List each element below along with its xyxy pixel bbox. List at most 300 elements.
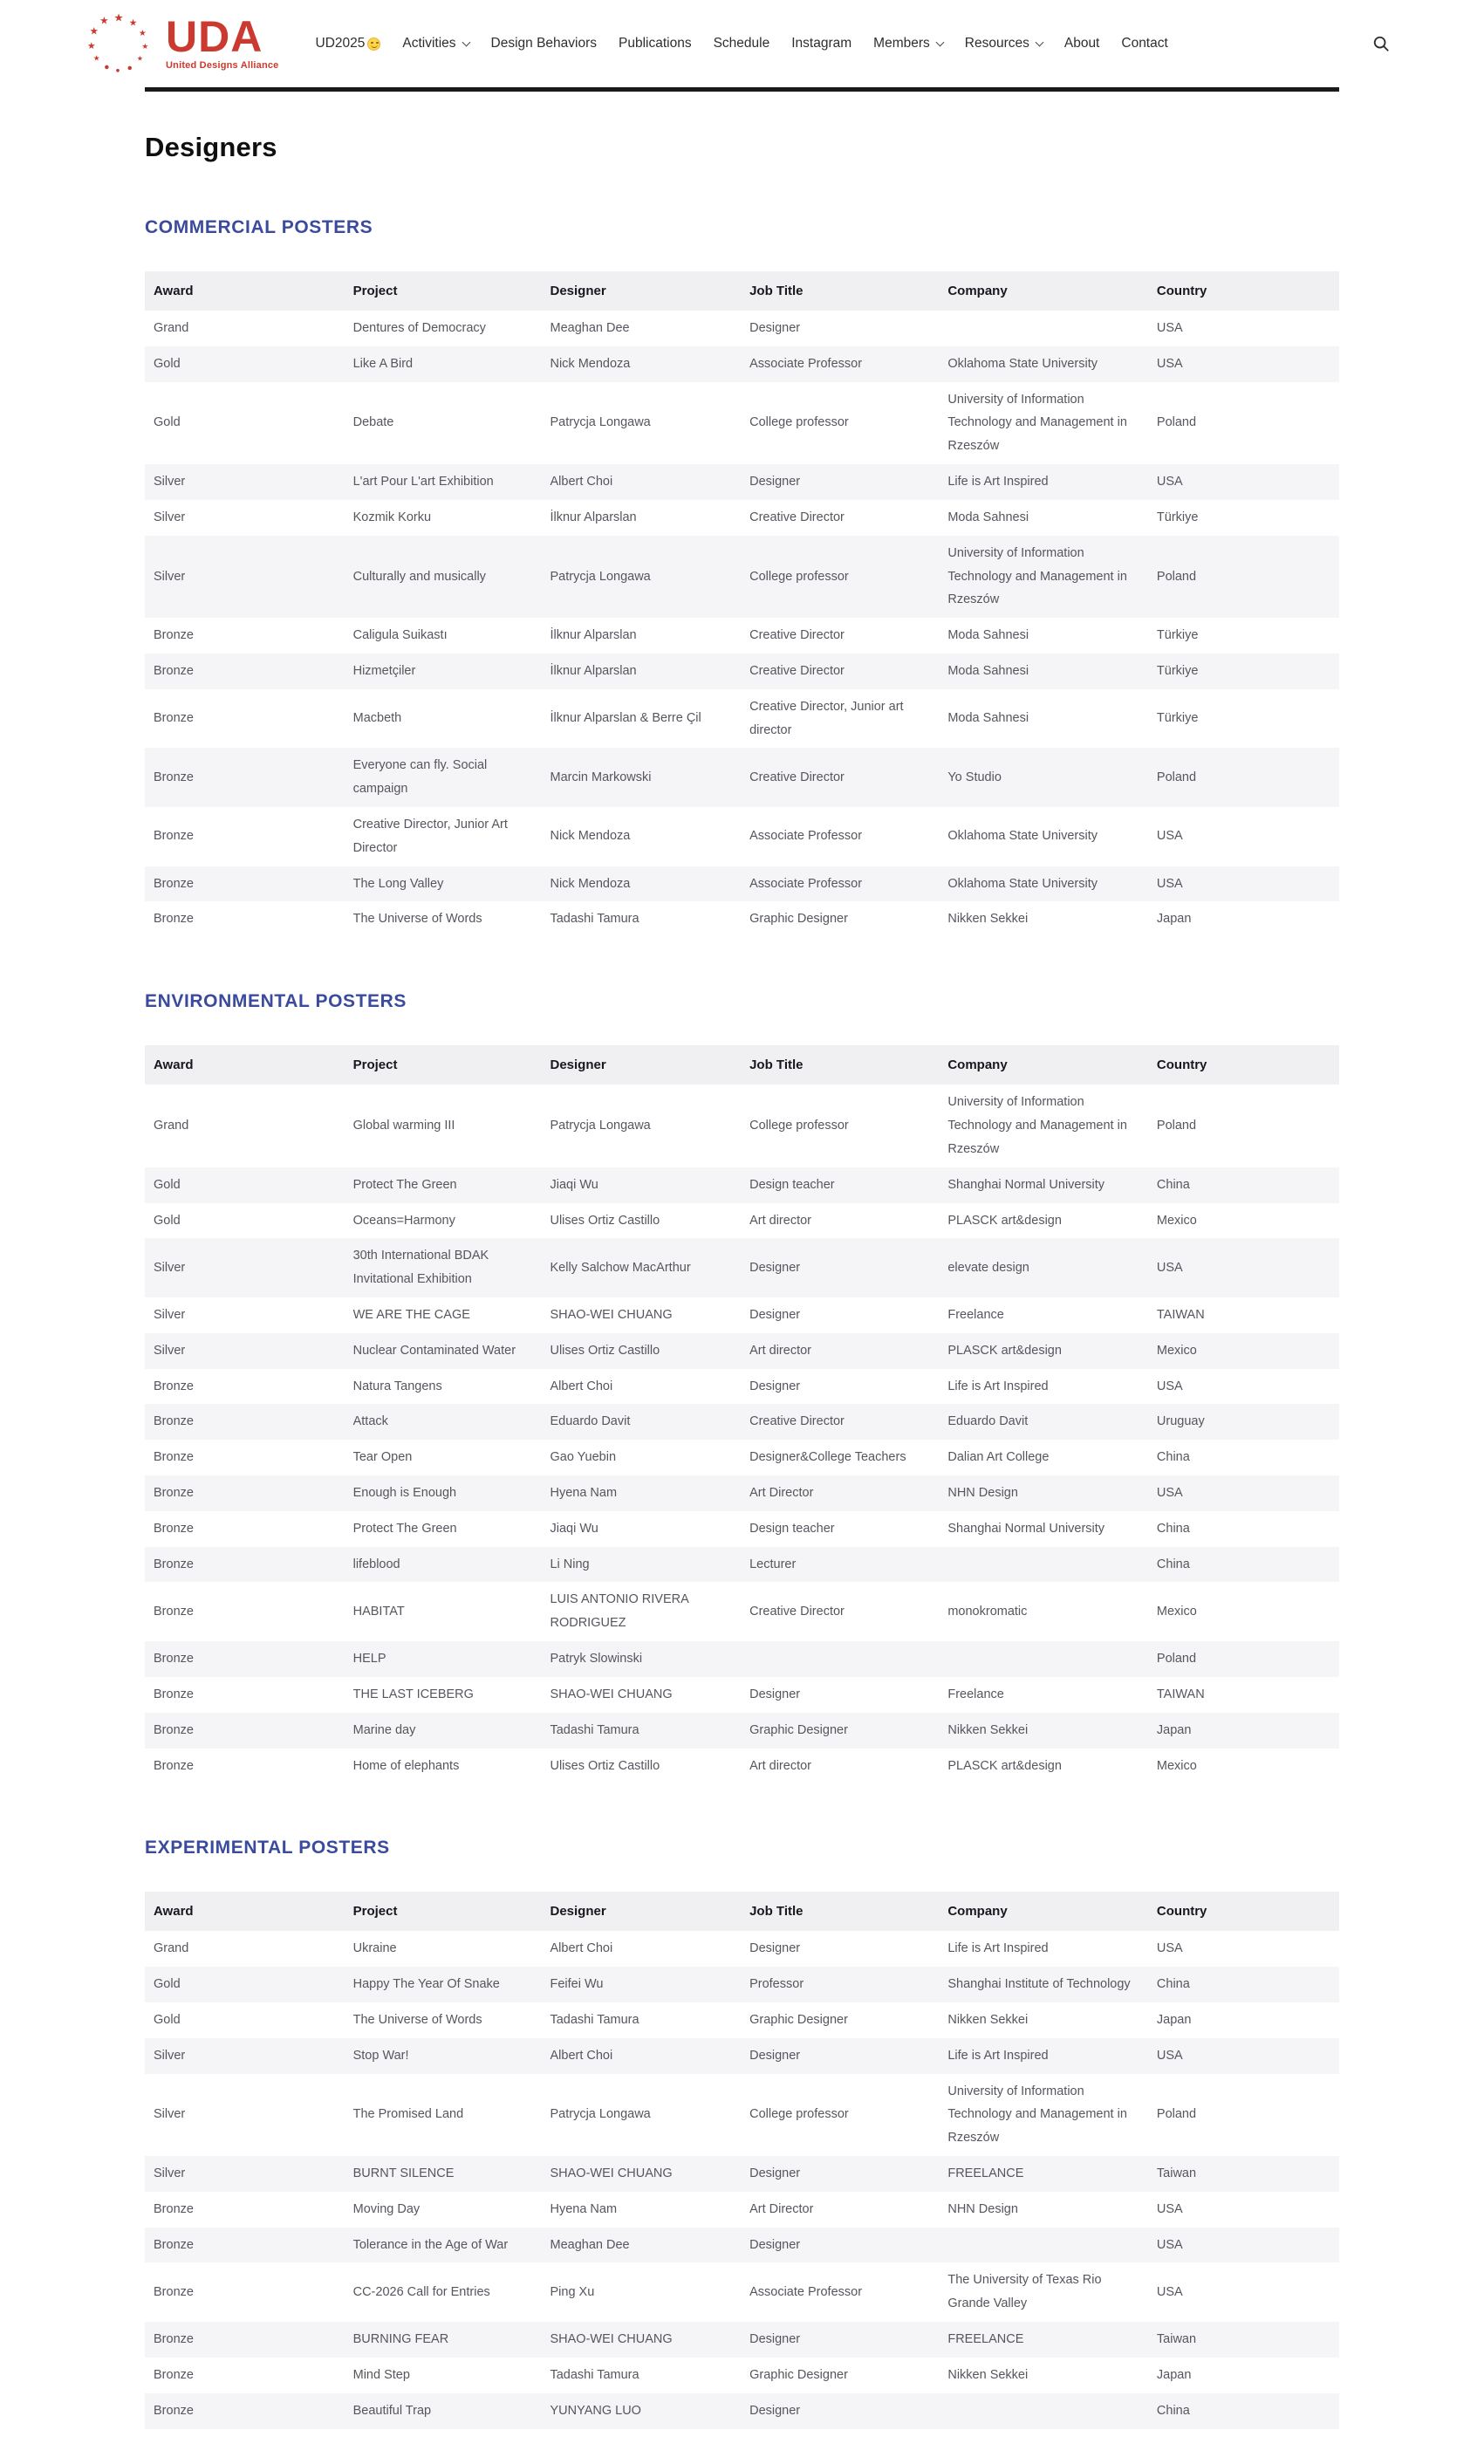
cell-company: Oklahoma State University bbox=[947, 876, 1098, 891]
cell-job-title: Creative Director bbox=[749, 1604, 845, 1619]
cell-project: Macbeth bbox=[352, 711, 402, 726]
cell-award: Bronze bbox=[154, 1557, 194, 1571]
table-row bbox=[145, 807, 1339, 866]
cell-award: Bronze bbox=[154, 1722, 194, 1737]
cell-company: Moda Sahnesi bbox=[947, 711, 1029, 726]
table-row bbox=[145, 1582, 1339, 1641]
table-row bbox=[145, 2156, 1339, 2192]
section-commercial-posters bbox=[145, 217, 1339, 937]
cell-country: China bbox=[1156, 1177, 1190, 1192]
cell-job-title: Art Director bbox=[749, 1486, 814, 1500]
cell-company: FREELANCE bbox=[947, 2166, 1024, 2180]
cell-designer: SHAO-WEI CHUANG bbox=[550, 1687, 673, 1701]
cell-award: Bronze bbox=[154, 876, 194, 891]
cell-designer: LUIS ANTONIO RIVERA RODRIGUEZ bbox=[550, 1592, 688, 1631]
cell-company: Eduardo Davit bbox=[947, 1414, 1029, 1429]
cell-job-title: Designer bbox=[749, 321, 801, 335]
cell-company: Shanghai Institute of Technology bbox=[947, 1977, 1131, 1992]
cell-job-title: Art director bbox=[749, 1213, 812, 1228]
cell-company: FREELANCE bbox=[947, 2332, 1024, 2347]
header-row bbox=[145, 271, 1339, 311]
cell-designer: Eduardo Davit bbox=[550, 1414, 631, 1429]
cell-designer: Ulises Ortiz Castillo bbox=[550, 1213, 660, 1228]
cell-company bbox=[939, 2228, 1148, 2263]
table-row bbox=[145, 2002, 1339, 2038]
table-row bbox=[145, 2262, 1339, 2322]
cell-company: Nikken Sekkei bbox=[947, 1722, 1029, 1737]
column-header-country: Country bbox=[1148, 1892, 1339, 1931]
cell-country: Poland bbox=[1156, 1119, 1197, 1133]
table-row bbox=[145, 2038, 1339, 2074]
cell-job-title bbox=[741, 1641, 939, 1677]
cell-job-title: Designer bbox=[749, 1379, 801, 1393]
cell-project: 30th International BDAK Invitational Exhibition bbox=[352, 1249, 489, 1287]
column-header-job-title: Job Title bbox=[741, 1045, 939, 1085]
cell-designer: İlknur Alparslan bbox=[550, 628, 637, 643]
cell-project: BURNING FEAR bbox=[352, 2332, 449, 2347]
nav-item-ud2025[interactable] bbox=[316, 36, 381, 51]
cell-job-title: Art Director bbox=[749, 2201, 814, 2216]
table-row bbox=[145, 1238, 1339, 1297]
awards-table-environmental-posters bbox=[145, 1045, 1339, 1783]
cell-award: Silver bbox=[154, 475, 186, 489]
cell-country: USA bbox=[1156, 829, 1183, 844]
svg-text:★: ★ bbox=[128, 17, 138, 29]
section-experimental-posters bbox=[145, 1838, 1339, 2428]
cell-designer: Nick Mendoza bbox=[550, 829, 631, 844]
cell-country: USA bbox=[1156, 876, 1183, 891]
cell-designer: Tadashi Tamura bbox=[550, 2012, 639, 2027]
cell-award: Bronze bbox=[154, 1486, 194, 1500]
cell-project: Protect The Green bbox=[352, 1521, 457, 1536]
section-title: ENVIRONMENTAL POSTERS bbox=[145, 991, 407, 1012]
nav-item-activities[interactable] bbox=[402, 36, 468, 51]
cell-company: Life is Art Inspired bbox=[947, 2048, 1049, 2063]
cell-designer: SHAO-WEI CHUANG bbox=[550, 1307, 673, 1322]
cell-country: USA bbox=[1156, 1379, 1183, 1393]
cell-designer: Patrycja Longawa bbox=[550, 1119, 651, 1133]
table-row bbox=[145, 464, 1339, 500]
table-row bbox=[145, 382, 1339, 464]
cell-project: Happy The Year Of Snake bbox=[352, 1977, 500, 1992]
cell-company: Life is Art Inspired bbox=[947, 475, 1049, 489]
cell-award: Silver bbox=[154, 1307, 186, 1322]
cell-job-title: Creative Director bbox=[749, 663, 845, 678]
column-header-designer: Designer bbox=[541, 271, 741, 311]
cell-project: Moving Day bbox=[352, 2201, 421, 2216]
cell-award: Bronze bbox=[154, 1604, 194, 1619]
table-row bbox=[145, 1967, 1339, 2002]
table-row bbox=[145, 1203, 1339, 1239]
cell-project: Protect The Green bbox=[352, 1177, 457, 1192]
cell-country: USA bbox=[1156, 2237, 1183, 2252]
cell-award: Bronze bbox=[154, 2403, 194, 2418]
cell-company: PLASCK art&design bbox=[947, 1213, 1062, 1228]
cell-company: Nikken Sekkei bbox=[947, 912, 1029, 927]
logo-stars-icon bbox=[84, 8, 155, 79]
cell-job-title: Designer&College Teachers bbox=[749, 1450, 906, 1465]
nav-item-label: Design Behaviors bbox=[490, 36, 598, 51]
cell-designer: Jiaqi Wu bbox=[550, 1177, 598, 1192]
cell-company: NHN Design bbox=[947, 2201, 1018, 2216]
search-icon bbox=[1372, 35, 1390, 52]
column-header-country: Country bbox=[1148, 1045, 1339, 1085]
cell-job-title: College professor bbox=[749, 1119, 849, 1133]
svg-text:★: ★ bbox=[86, 39, 96, 51]
sections bbox=[145, 217, 1339, 2429]
cell-company bbox=[939, 2393, 1148, 2429]
cell-project: Nuclear Contaminated Water bbox=[352, 1343, 516, 1358]
table-row bbox=[145, 1641, 1339, 1677]
nav-item-contact[interactable] bbox=[1121, 36, 1167, 51]
cell-project: Mind Step bbox=[352, 2367, 410, 2382]
cell-designer: Meaghan Dee bbox=[550, 321, 630, 335]
main-nav bbox=[316, 36, 1168, 51]
table-row bbox=[145, 1404, 1339, 1440]
cell-designer: Albert Choi bbox=[550, 475, 613, 489]
cell-project: Tear Open bbox=[352, 1450, 413, 1465]
cell-country: Poland bbox=[1156, 770, 1197, 784]
cell-country: Türkiye bbox=[1156, 628, 1199, 643]
cell-job-title: Art director bbox=[749, 1758, 812, 1773]
cell-project: Like A Bird bbox=[352, 356, 414, 371]
cell-company: NHN Design bbox=[947, 1486, 1018, 1500]
cell-country: USA bbox=[1156, 2284, 1183, 2299]
svg-text:★: ★ bbox=[138, 29, 147, 39]
cell-country: Poland bbox=[1156, 2107, 1197, 2122]
search-button[interactable] bbox=[1369, 31, 1393, 56]
cell-project: Caligula Suikastı bbox=[352, 628, 448, 643]
column-header-project: Project bbox=[345, 1892, 542, 1931]
awards-table-experimental-posters bbox=[145, 1892, 1339, 2428]
cell-project: Creative Director, Junior Art Director bbox=[352, 818, 508, 855]
cell-country: USA bbox=[1156, 2048, 1183, 2063]
cell-job-title: Creative Director bbox=[749, 510, 845, 524]
cell-project: Marine day bbox=[352, 1722, 416, 1737]
cell-project: HABITAT bbox=[352, 1604, 405, 1619]
cell-country: Taiwan bbox=[1156, 2332, 1197, 2347]
cell-award: Bronze bbox=[154, 829, 194, 844]
svg-text:★: ★ bbox=[89, 24, 99, 38]
cell-designer: SHAO-WEI CHUANG bbox=[550, 2166, 673, 2180]
nav-item-label: Schedule bbox=[713, 36, 770, 51]
chevron-down-icon bbox=[1035, 38, 1043, 47]
column-header-job-title: Job Title bbox=[741, 271, 939, 311]
cell-project: The Universe of Words bbox=[352, 912, 482, 927]
nav-item-label: Contact bbox=[1121, 36, 1168, 51]
cell-job-title: Designer bbox=[749, 2403, 801, 2418]
cell-country: USA bbox=[1156, 321, 1183, 335]
cell-company: Freelance bbox=[947, 1307, 1004, 1322]
cell-country: Japan bbox=[1156, 1722, 1192, 1737]
cell-project: Attack bbox=[352, 1414, 388, 1429]
table-row bbox=[145, 654, 1339, 689]
cell-country: USA bbox=[1156, 1941, 1183, 1956]
cell-country: Mexico bbox=[1156, 1758, 1197, 1773]
cell-designer: Ulises Ortiz Castillo bbox=[550, 1758, 660, 1773]
cell-award: Bronze bbox=[154, 770, 194, 784]
cell-company: Nikken Sekkei bbox=[947, 2367, 1029, 2382]
cell-designer: Albert Choi bbox=[550, 2048, 613, 2063]
cell-designer: Tadashi Tamura bbox=[550, 912, 639, 927]
cell-job-title: Creative Director, Junior art director bbox=[749, 699, 904, 737]
cell-project: Kozmik Korku bbox=[352, 510, 432, 524]
table-row bbox=[145, 866, 1339, 902]
cell-job-title: Designer bbox=[749, 1941, 801, 1956]
nav-item-about[interactable] bbox=[1064, 36, 1100, 51]
cell-company: Moda Sahnesi bbox=[947, 510, 1029, 524]
cell-job-title: Designer bbox=[749, 475, 801, 489]
svg-text:★: ★ bbox=[136, 54, 143, 63]
cell-country: China bbox=[1156, 1450, 1190, 1465]
table-row bbox=[145, 1677, 1339, 1713]
cell-project: Debate bbox=[352, 415, 394, 430]
cell-project: Everyone can fly. Social campaign bbox=[352, 758, 488, 797]
cell-award: Gold bbox=[154, 2012, 181, 2027]
cell-company: University of Information Technology and Management in Rzeszów bbox=[947, 1095, 1127, 1156]
cell-project: Home of elephants bbox=[352, 1758, 460, 1773]
cell-award: Bronze bbox=[154, 1687, 194, 1701]
table-row bbox=[145, 2322, 1339, 2358]
cell-designer: Hyena Nam bbox=[550, 1486, 618, 1500]
cell-company: Shanghai Normal University bbox=[947, 1177, 1105, 1192]
nav-item-publications[interactable] bbox=[619, 36, 692, 51]
section-title: EXPERIMENTAL POSTERS bbox=[145, 1838, 390, 1858]
nav-item-label: UD2025 bbox=[315, 36, 366, 51]
cell-country: China bbox=[1156, 1557, 1190, 1571]
table-row bbox=[145, 1475, 1339, 1511]
cell-project: THE LAST ICEBERG bbox=[352, 1687, 474, 1701]
column-header-designer: Designer bbox=[541, 1892, 741, 1931]
cell-project: Tolerance in the Age of War bbox=[352, 2237, 509, 2252]
table-row bbox=[145, 346, 1339, 382]
cell-designer: Albert Choi bbox=[550, 1379, 613, 1393]
column-header-award: Award bbox=[145, 271, 345, 311]
cell-project: The Universe of Words bbox=[352, 2012, 482, 2027]
cell-designer: Nick Mendoza bbox=[550, 876, 631, 891]
column-header-project: Project bbox=[345, 271, 542, 311]
cell-country: USA bbox=[1156, 1260, 1183, 1275]
table-row bbox=[145, 1333, 1339, 1369]
cell-company: PLASCK art&design bbox=[947, 1343, 1062, 1358]
cell-designer: Feifei Wu bbox=[550, 1977, 604, 1992]
cell-project: lifeblood bbox=[352, 1557, 400, 1571]
cell-designer: Marcin Markowski bbox=[550, 770, 652, 784]
table-row bbox=[145, 1749, 1339, 1784]
cell-award: Grand bbox=[154, 321, 189, 335]
cell-project: Culturally and musically bbox=[352, 569, 486, 584]
table-row bbox=[145, 2393, 1339, 2429]
svg-text:★: ★ bbox=[141, 42, 149, 51]
column-header-country: Country bbox=[1148, 271, 1339, 311]
cell-country: Japan bbox=[1156, 2367, 1192, 2382]
cell-company: Oklahoma State University bbox=[947, 356, 1098, 371]
header-row bbox=[145, 1892, 1339, 1931]
cell-designer: Patrycja Longawa bbox=[550, 2107, 651, 2122]
nav-item-label: Instagram bbox=[791, 36, 852, 51]
cell-project: Beautiful Trap bbox=[352, 2403, 432, 2418]
cell-award: Bronze bbox=[154, 2201, 194, 2216]
table-row bbox=[145, 1511, 1339, 1547]
cell-award: Silver bbox=[154, 510, 186, 524]
cell-job-title: Design teacher bbox=[749, 1177, 835, 1192]
table-row bbox=[145, 2228, 1339, 2263]
column-header-company: Company bbox=[939, 1045, 1148, 1085]
cell-award: Gold bbox=[154, 1213, 181, 1228]
cell-job-title: Creative Director bbox=[749, 628, 845, 643]
cell-country: Poland bbox=[1156, 415, 1197, 430]
cell-company: University of Information Technology and Management in Rzeszów bbox=[947, 392, 1127, 454]
cell-award: Bronze bbox=[154, 2332, 194, 2347]
cell-job-title: Creative Director bbox=[749, 1414, 845, 1429]
cell-company: University of Information Technology and Management in Rzeszów bbox=[947, 545, 1127, 607]
cell-award: Bronze bbox=[154, 912, 194, 927]
svg-text:●: ● bbox=[127, 65, 133, 72]
nav-item-label: Activities bbox=[402, 36, 456, 51]
column-header-award: Award bbox=[145, 1045, 345, 1085]
table-row bbox=[145, 1085, 1339, 1167]
cell-project: Natura Tangens bbox=[352, 1379, 442, 1393]
cell-country: Japan bbox=[1156, 2012, 1192, 2027]
cell-award: Silver bbox=[154, 569, 186, 584]
cell-award: Bronze bbox=[154, 1450, 194, 1465]
cell-job-title: Graphic Designer bbox=[749, 2367, 848, 2382]
cell-job-title: Designer bbox=[749, 1687, 801, 1701]
site-header bbox=[0, 0, 1484, 87]
svg-text:●: ● bbox=[104, 65, 109, 71]
main-content bbox=[145, 132, 1339, 2464]
cell-project: HELP bbox=[352, 1652, 386, 1667]
cell-country: Mexico bbox=[1156, 1343, 1197, 1358]
cell-award: Grand bbox=[154, 1119, 189, 1133]
cell-award: Gold bbox=[154, 1977, 181, 1992]
svg-text:★: ★ bbox=[99, 14, 109, 27]
cell-job-title: College professor bbox=[749, 2107, 849, 2122]
logo-tagline: United Designs Alliance bbox=[166, 59, 279, 71]
cell-company: Shanghai Normal University bbox=[947, 1521, 1105, 1536]
column-header-designer: Designer bbox=[541, 1045, 741, 1085]
cell-job-title: Associate Professor bbox=[749, 356, 863, 371]
table-row bbox=[145, 618, 1339, 654]
cell-designer: Li Ning bbox=[550, 1557, 590, 1571]
cell-project: The Long Valley bbox=[352, 876, 444, 891]
cell-job-title: Associate Professor bbox=[749, 876, 863, 891]
cell-designer: Nick Mendoza bbox=[550, 356, 631, 371]
cell-award: Bronze bbox=[154, 2284, 194, 2299]
cell-project: Global warming III bbox=[352, 1119, 455, 1133]
cell-country: China bbox=[1156, 2403, 1190, 2418]
cell-award: Bronze bbox=[154, 711, 194, 726]
cell-company: Life is Art Inspired bbox=[947, 1941, 1049, 1956]
nav-item-members[interactable] bbox=[873, 36, 943, 51]
cell-company: elevate design bbox=[947, 1260, 1029, 1275]
cell-project: Dentures of Democracy bbox=[352, 321, 486, 335]
cell-job-title: Designer bbox=[749, 1260, 801, 1275]
table-row bbox=[145, 1547, 1339, 1583]
cell-country: Mexico bbox=[1156, 1213, 1197, 1228]
cell-award: Silver bbox=[154, 1343, 186, 1358]
table-row bbox=[145, 901, 1339, 937]
cell-award: Silver bbox=[154, 2166, 186, 2180]
cell-job-title: Designer bbox=[749, 2048, 801, 2063]
cell-job-title: College professor bbox=[749, 569, 849, 584]
table-row bbox=[145, 1440, 1339, 1475]
cell-job-title: Designer bbox=[749, 1307, 801, 1322]
cell-country: Türkiye bbox=[1156, 510, 1199, 524]
column-header-company: Company bbox=[939, 1892, 1148, 1931]
column-header-award: Award bbox=[145, 1892, 345, 1931]
cell-job-title: Design teacher bbox=[749, 1521, 835, 1536]
cell-award: Grand bbox=[154, 1941, 189, 1956]
cell-designer: Patryk Slowinski bbox=[550, 1652, 643, 1667]
cell-designer: Tadashi Tamura bbox=[550, 1722, 639, 1737]
cell-job-title: Associate Professor bbox=[749, 2284, 863, 2299]
cell-designer: Meaghan Dee bbox=[550, 2237, 630, 2252]
cell-award: Bronze bbox=[154, 1758, 194, 1773]
cell-country: Japan bbox=[1156, 912, 1192, 927]
cell-designer: Ping Xu bbox=[550, 2284, 595, 2299]
cell-award: Bronze bbox=[154, 1414, 194, 1429]
cell-designer: Kelly Salchow MacArthur bbox=[550, 1260, 691, 1275]
table-row bbox=[145, 2192, 1339, 2228]
header-divider bbox=[145, 87, 1339, 92]
cell-job-title: Professor bbox=[749, 1977, 804, 1992]
cell-country: Taiwan bbox=[1156, 2166, 1197, 2180]
cell-company: Freelance bbox=[947, 1687, 1004, 1701]
cell-project: CC-2026 Call for Entries bbox=[352, 2284, 490, 2299]
cell-company: Moda Sahnesi bbox=[947, 628, 1029, 643]
cell-country: USA bbox=[1156, 356, 1183, 371]
cell-country: TAIWAN bbox=[1156, 1687, 1205, 1701]
cell-company: Dalian Art College bbox=[947, 1450, 1050, 1465]
section-title: COMMERCIAL POSTERS bbox=[145, 217, 373, 237]
table-row bbox=[145, 500, 1339, 536]
nav-item-instagram[interactable] bbox=[791, 36, 851, 51]
table-row bbox=[145, 311, 1339, 346]
cell-company: Moda Sahnesi bbox=[947, 663, 1029, 678]
cell-job-title: Designer bbox=[749, 2332, 801, 2347]
table-row bbox=[145, 689, 1339, 749]
nav-item-design-behaviors[interactable] bbox=[491, 36, 597, 51]
cell-job-title: Creative Director bbox=[749, 770, 845, 784]
cell-designer: Tadashi Tamura bbox=[550, 2367, 639, 2382]
cell-project: Stop War! bbox=[352, 2048, 409, 2063]
cell-award: Silver bbox=[154, 2048, 186, 2063]
cell-designer: İlknur Alparslan & Berre Çil bbox=[550, 711, 701, 726]
cell-company: monokromatic bbox=[947, 1604, 1028, 1619]
nav-item-schedule[interactable] bbox=[714, 36, 770, 51]
cell-designer: İlknur Alparslan bbox=[550, 510, 637, 524]
table-row bbox=[145, 536, 1339, 618]
cell-country: Poland bbox=[1156, 1652, 1197, 1667]
table-row bbox=[145, 2358, 1339, 2393]
cell-job-title: Associate Professor bbox=[749, 829, 863, 844]
cell-designer: YUNYANG LUO bbox=[550, 2403, 641, 2418]
nav-item-resources[interactable] bbox=[965, 36, 1043, 51]
chevron-down-icon bbox=[935, 38, 944, 47]
cell-award: Bronze bbox=[154, 663, 194, 678]
cell-job-title: Graphic Designer bbox=[749, 912, 848, 927]
cell-company bbox=[939, 311, 1148, 346]
cell-project: The Promised Land bbox=[352, 2107, 464, 2122]
cell-company: The University of Texas Rio Grande Valley bbox=[947, 2273, 1102, 2311]
uda-logo[interactable] bbox=[84, 8, 279, 79]
cell-job-title: College professor bbox=[749, 415, 849, 430]
cell-country: TAIWAN bbox=[1156, 1307, 1205, 1322]
nav-item-label: Members bbox=[873, 36, 930, 51]
table-row bbox=[145, 1167, 1339, 1203]
cell-award: Bronze bbox=[154, 1379, 194, 1393]
